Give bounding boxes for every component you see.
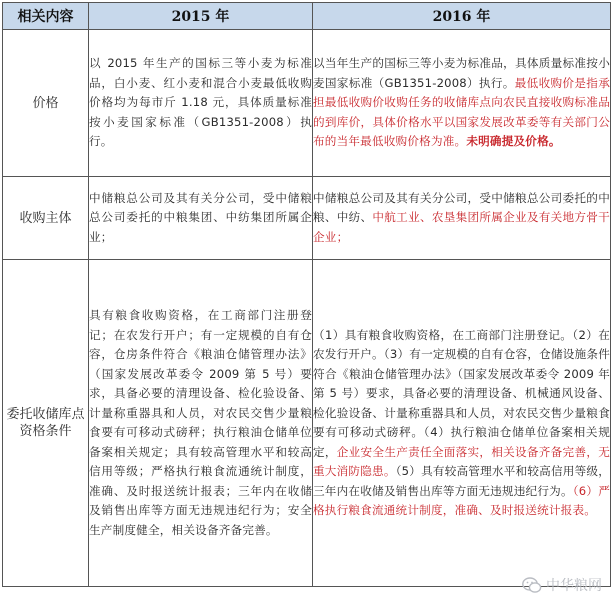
row-label: 收购主体: [3, 177, 89, 260]
header-2015: 2015 年: [89, 3, 313, 30]
wechat-icon: [522, 577, 542, 594]
changed-text: 企业安全生产责任全面落实，相关设备齐备完善，无重大消防隐患。: [313, 444, 611, 478]
row-label: 价格: [3, 30, 89, 177]
header-row: [3, 3, 611, 30]
watermark: [522, 575, 602, 595]
table-row-price: [3, 30, 611, 177]
row-label: 委托收储库点资格条件: [3, 260, 89, 587]
cell-2016: [313, 260, 611, 587]
changed-text: 最低收购价是指承担最低收购价收购任务的收储库点向农民直接收购标准品的到库价，具体价格水平以国家发展改革委等有关部门公布的当年最低收购价格为准。: [313, 75, 610, 149]
comparison-table: [2, 2, 611, 587]
watermark-text: 中华粮网: [546, 578, 602, 594]
cell-2015: 具有粮食收购资格，在工商部门注册登记；在农发行开户；有一定规模的自有仓容，仓房条件符合《粮油仓储管理办法》（国家发展改革委令 2009 第 5 号）要求，具备必要的清理设备、检化验设备、计量称重器具和人员，对农民交售少量粮食要有可移动式磅秤；执行粮油仓储单位备案相关规定；具有较高管理水平和较高信用等级；严格执行粮食流通统计制度，准确、及时报送统计报表；三年内在收储及销售出库等方面无违规违纪行为；安全生产制度健全，相关设备齐备完善。: [89, 260, 313, 587]
changed-text: 中航工业、农垦集团所属企业及有关地方骨干企业；: [313, 210, 610, 244]
header-topic: 相关内容: [3, 3, 89, 30]
cell-text: 中储粮总公司及其有关分公司，受中储粮总公司委托的中粮、中纺、: [313, 190, 610, 225]
cell-2015: 中储粮总公司及其有关分公司，受中储粮总公司委托的中粮集团、中纺集团所属企业；: [89, 177, 313, 260]
table-row-buyer: [3, 177, 611, 260]
header-2016: 2016 年: [313, 3, 611, 30]
highlight-text: 未明确提及价格。: [466, 134, 561, 149]
cell-text: 以当年生产的国标三等小麦为标准品，具体质量标准按小麦国家标准（GB1351-2008）执行。: [313, 56, 610, 90]
changed-text: （6）严格执行粮食流通统计制度，准确、及时报送统计报表。: [313, 483, 610, 517]
cell-2016: [313, 30, 611, 177]
cell-2016: [313, 177, 611, 260]
cell-text: （5）具有较高管理水平和较高信用等级，三年内在收储及销售出库等方面无违规违纪行为。: [313, 464, 610, 498]
cell-text: （1）具有粮食收购资格，在工商部门注册登记。（2）在农发行开户。（3）有一定规模的自有仓容，仓储设施条件符合《粮油仓储管理办法》（国家发展改革委令 2009 年第 5 号）要求，具备必要的清理设备、机械通风设备、检化验设备、计量称重器具和人员，对农民交售少量粮食要有可移动式磅秤。（4）执行粮油仓储单位备案相关规定，: [313, 327, 610, 459]
table-row-qualification: [3, 260, 611, 587]
cell-2015: 以 2015 年生产的国标三等小麦为标准品，白小麦、红小麦和混合小麦最低收购价格均为每市斤 1.18 元，具体质量标准按小麦国家标准（GB1351-2008）执行。: [89, 30, 313, 177]
